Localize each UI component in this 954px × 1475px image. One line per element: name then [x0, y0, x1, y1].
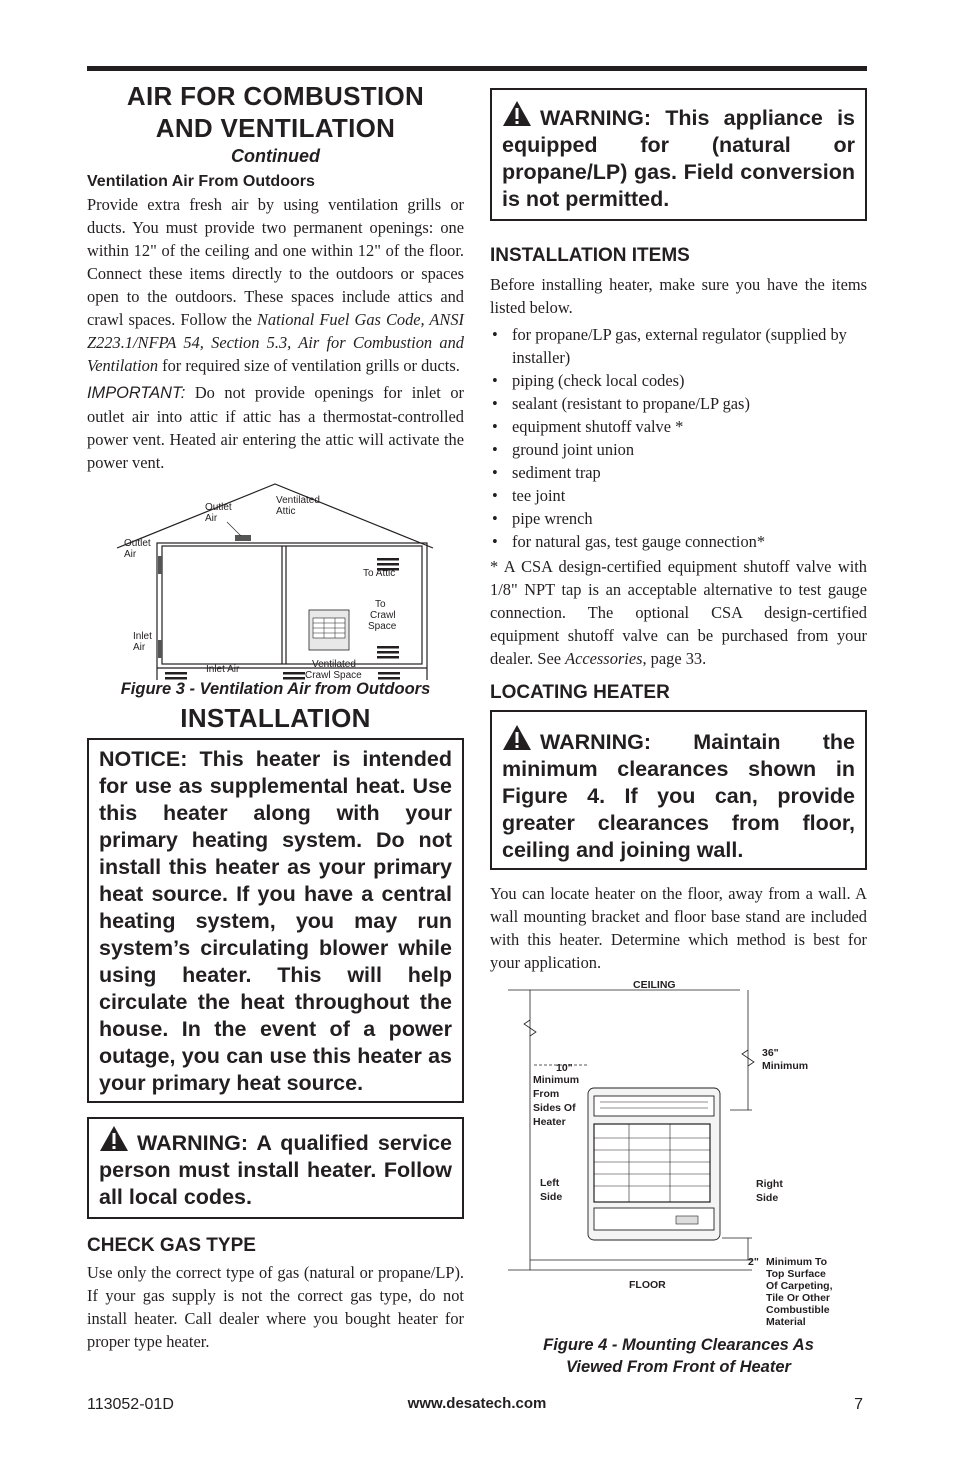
label-36-a: 36" [762, 1047, 779, 1059]
label-right-side-1: Right [756, 1178, 783, 1190]
warning-qualified-text: WARNING: A qualified service person must install heater. Follow all local codes. [99, 1131, 452, 1209]
notice-text: NOTICE: This heater is intended for use as supplemental heat. Use this heater along with your primary heating system. Do not install this heater as your primary heat source. If you have a central heating system, you may run system’s circulating blower while using heater. This will help circulate the heat throughout the house. In the event of a power outage, you can use this heater as your primary heat source. [99, 747, 452, 1095]
section-title-line1: AIR FOR COMBUSTION [126, 81, 425, 111]
footnote [490, 555, 867, 670]
label-left-side-1: Left [540, 1177, 560, 1189]
vent-heading: Ventilation Air From Outdoors [87, 173, 315, 190]
label-min-top-5: Combustible [766, 1304, 830, 1316]
install-item: • equipment shutoff valve * [490, 415, 867, 438]
label-to-attic: To Attic [363, 568, 396, 579]
warning-icon [502, 724, 532, 751]
locating-heading: LOCATING HEATER [490, 682, 670, 703]
label-floor: FLOOR [629, 1279, 666, 1291]
figure-4-caption [490, 1334, 867, 1378]
label-right-side-2: Side [756, 1192, 779, 1204]
figure-4-caption-2: Viewed From Front of Heater [566, 1358, 791, 1376]
warning-clearances-text: WARNING: Maintain the minimum clearances shown in Figure 4. If you can, provide greater clearances from floor, ceiling and joining wall. [502, 730, 855, 862]
label-ventilated-crawl-2: Crawl Space [305, 670, 362, 680]
vent-para-b: for required size of ventilation grills or ducts. [158, 356, 460, 375]
label-outlet-air-top-2: Air [205, 513, 218, 524]
notice-box [87, 738, 464, 1103]
installation-title: INSTALLATION [180, 703, 371, 733]
roof-vent [235, 535, 251, 541]
figure-4-caption-1: Figure 4 - Mounting Clearances As [543, 1336, 814, 1354]
install-item: • sealant (resistant to propane/LP gas) [490, 392, 867, 415]
left-column [87, 80, 464, 1357]
vent-paragraph [87, 193, 464, 377]
label-min-top-4: Tile Or Other [766, 1292, 830, 1304]
install-item: • piping (check local codes) [490, 369, 867, 392]
check-gas-text: Use only the correct type of gas (natural or propane/LP). If your gas supply is not the correct gas type, do not install heater. Call dealer where you bought heater for proper type heater. [87, 1263, 464, 1351]
install-item: • tee joint [490, 484, 867, 507]
label-outlet-air-side-1: Outlet [124, 538, 151, 549]
figure-3-diagram [87, 480, 464, 680]
heater-icon [309, 610, 349, 650]
warning-icon [502, 100, 532, 127]
label-sides-4: Heater [533, 1116, 566, 1128]
label-to-crawl-3: Space [368, 621, 397, 632]
label-sides-1: Minimum [533, 1074, 580, 1086]
install-items-intro: Before installing heater, make sure you have the items listed below. [490, 275, 867, 317]
label-2: 2" [748, 1256, 759, 1268]
label-inlet-air-bottom: Inlet Air [206, 664, 240, 675]
label-min-top-3: Of Carpeting, [766, 1280, 833, 1292]
label-inlet-air-side-2: Air [133, 642, 146, 653]
label-ceiling: CEILING [633, 980, 676, 991]
page-number: 7 [854, 1396, 863, 1413]
important-label: IMPORTANT: [87, 384, 186, 402]
wall-heater-illustration [588, 1088, 720, 1240]
continued-label: Continued [231, 146, 320, 166]
install-item: • for natural gas, test gauge connection* [490, 530, 867, 553]
warning-clearances-box [490, 710, 867, 870]
label-outlet-air-top-1: Outlet [205, 502, 232, 513]
label-ventilated-attic-2: Attic [276, 506, 296, 517]
check-gas-heading: CHECK GAS TYPE [87, 1235, 256, 1256]
label-left-side-2: Side [540, 1191, 563, 1203]
install-item: • ground joint union [490, 438, 867, 461]
figure-3-caption: Figure 3 - Ventilation Air from Outdoors [120, 680, 431, 698]
label-ventilated-crawl-1: Ventilated [312, 659, 356, 670]
warning-qualified-box [87, 1117, 464, 1219]
doc-number: 113052-01D [87, 1396, 174, 1413]
locating-text: You can locate heater on the floor, away from a wall. A wall mounting bracket and floor base stand are included with this heater. Determine which method is best for your application. [490, 884, 867, 972]
label-min-top-1: Minimum To [766, 1256, 828, 1268]
warning-gas-text: WARNING: This appliance is equipped for (natural or propane/LP) gas. Field conversion is not permitted. [502, 106, 855, 211]
install-items-list [490, 323, 867, 553]
crawl-duct-vent [377, 646, 399, 659]
label-ventilated-attic-1: Ventilated [276, 495, 320, 506]
roof-line [117, 484, 433, 548]
inlet-wall-vent [158, 640, 162, 658]
page-footer [87, 1391, 867, 1415]
section-title [87, 80, 464, 144]
section-title-line2: AND VENTILATION [155, 113, 396, 143]
outlet-wall-vent [158, 556, 162, 574]
figure-4-diagram [490, 980, 867, 1330]
install-items-heading: INSTALLATION ITEMS [490, 245, 690, 266]
label-outlet-air-side-2: Air [124, 549, 137, 560]
label-to-crawl-1: To [375, 599, 386, 610]
warning-gas-box [490, 88, 867, 221]
label-36-b: Minimum [762, 1060, 809, 1072]
website-link[interactable]: www.desatech.com [407, 1395, 547, 1412]
footnote-a: * A CSA design-certified equipment shutoff valve with 1/8" NPT tap is an acceptable alternative to test gauge connection. The optional CSA design-certified equipment shutoff valve can be purchased from your dealer. See [490, 557, 867, 668]
install-item: • pipe wrench [490, 507, 867, 530]
install-item: • sediment trap [490, 461, 867, 484]
vent-para-a: Provide extra fresh air by using ventilation grills or ducts. You must provide two permanent openings: one within 12" of the ceiling and one within 12" of the floor. Connect these items directly to the outdoors or spaces open to the outdoors. These spaces include attics and crawl spaces. Follow the [87, 195, 464, 329]
label-to-crawl-2: Crawl [370, 610, 396, 621]
code-reference: National Fuel Gas Code, ANSI Z223.1/NFPA 54, Section 5.3, Air for Combustion and Ventilation [87, 310, 464, 375]
footnote-b: , page 33. [642, 649, 707, 668]
label-sides-2: From [533, 1088, 560, 1100]
warning-icon [99, 1125, 129, 1152]
accessories-ref: Accessories [565, 649, 643, 668]
label-inlet-air-side-1: Inlet [133, 631, 152, 642]
label-10: 10" [556, 1062, 573, 1074]
install-item: • for propane/LP gas, external regulator (supplied by installer) [490, 323, 867, 369]
important-text: Do not provide openings for inlet or outlet air into attic if attic has a thermostat-controlled power vent. Heated air entering the attic will activate the power vent. [87, 383, 464, 472]
top-rule [87, 66, 867, 71]
label-sides-3: Sides Of [533, 1102, 576, 1114]
right-column [490, 80, 867, 1378]
label-min-top-2: Top Surface [766, 1268, 826, 1280]
label-min-top-6: Material [766, 1316, 806, 1328]
important-paragraph [87, 381, 464, 474]
